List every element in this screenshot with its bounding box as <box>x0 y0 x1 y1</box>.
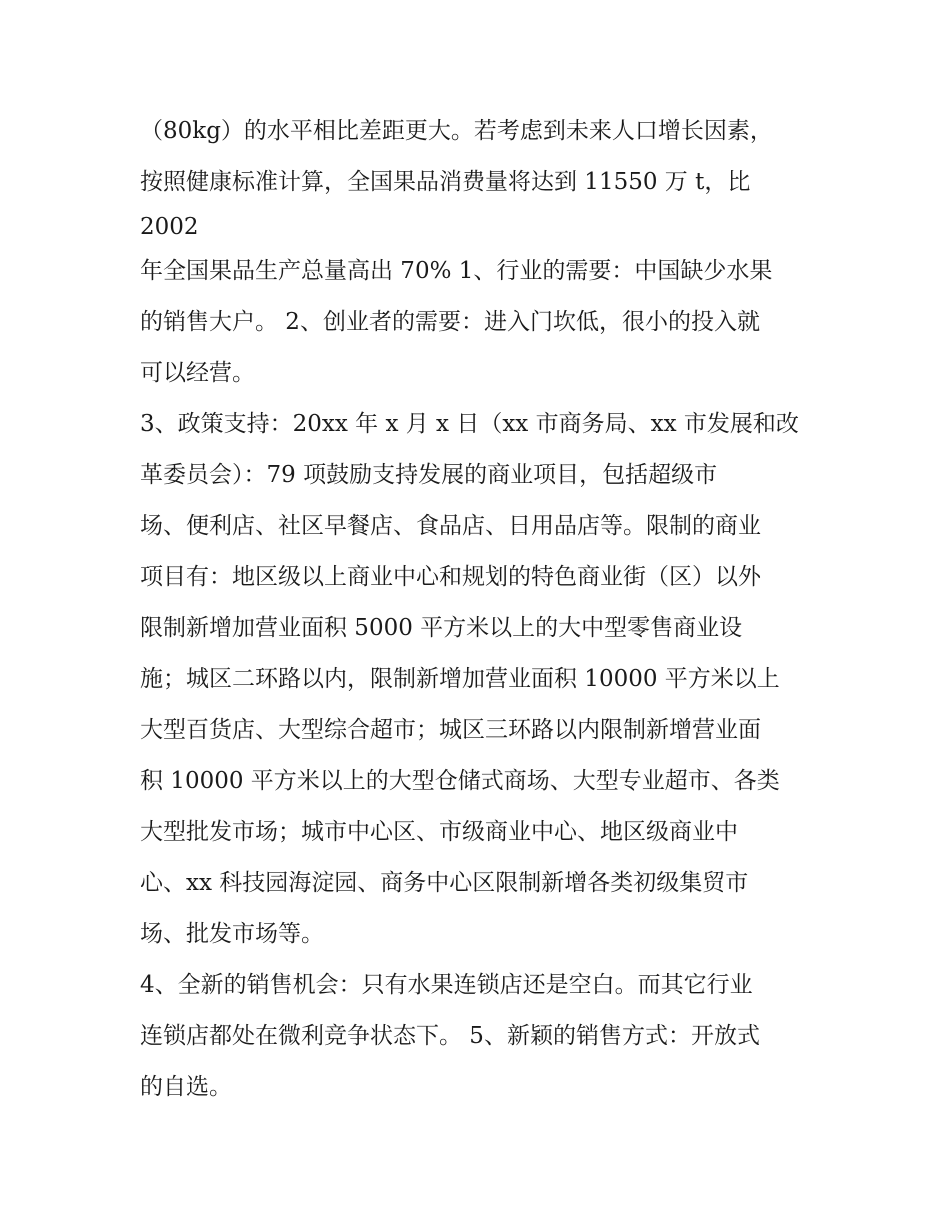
text-line-9: 场、便利店、社区早餐店、食品店、日用品店等。限制的商业 <box>140 513 761 539</box>
text-line-17: 场、批发市场等。 <box>140 921 324 947</box>
text-line-7: 3、政策支持：20xx 年 x 月 x 日（xx 市商务局、xx 市发展和改 <box>140 411 799 437</box>
text-line-15: 大型批发市场；城市中心区、市级商业中心、地区级商业中 <box>140 819 738 845</box>
text-line-5: 的销售大户。 2、创业者的需要：进入门坎低，很小的投入就 <box>140 309 760 335</box>
text-line-1: （80kg）的水平相比差距更大。若考虑到未来人口增长因素， <box>140 118 773 144</box>
text-line-16: 心、xx 科技园海淀园、商务中心区限制新增各类初级集贸市 <box>140 870 749 896</box>
text-line-19: 连锁店都处在微利竞争状态下。 5、新颖的销售方式：开放式 <box>140 1023 760 1049</box>
text-line-6: 可以经营。 <box>140 360 255 386</box>
text-line-20: 的自选。 <box>140 1074 232 1100</box>
text-line-8: 革委员会）：79 项鼓励支持发展的商业项目，包括超级市 <box>140 462 718 488</box>
text-line-2: 按照健康标准计算，全国果品消费量将达到 11550 万 t，比 <box>140 169 751 195</box>
text-line-12: 施；城区二环路以内，限制新增加营业面积 10000 平方米以上 <box>140 666 780 692</box>
text-line-10: 项目有：地区级以上商业中心和规划的特色商业街（区）以外 <box>140 564 761 590</box>
body-text <box>140 106 830 1113</box>
text-line-11: 限制新增加营业面积 5000 平方米以上的大中型零售商业设 <box>140 615 743 641</box>
text-line-18: 4、全新的销售机会：只有水果连锁店还是空白。而其它行业 <box>140 972 753 998</box>
text-line-14: 积 10000 平方米以上的大型仓储式商场、大型专业超市、各类 <box>140 768 780 794</box>
text-line-3: 2002 <box>140 214 199 240</box>
text-line-4: 年全国果品生产总量高出 70% 1、行业的需要：中国缺少水果 <box>140 258 773 284</box>
text-line-13: 大型百货店、大型综合超市；城区三环路以内限制新增营业面 <box>140 717 761 743</box>
